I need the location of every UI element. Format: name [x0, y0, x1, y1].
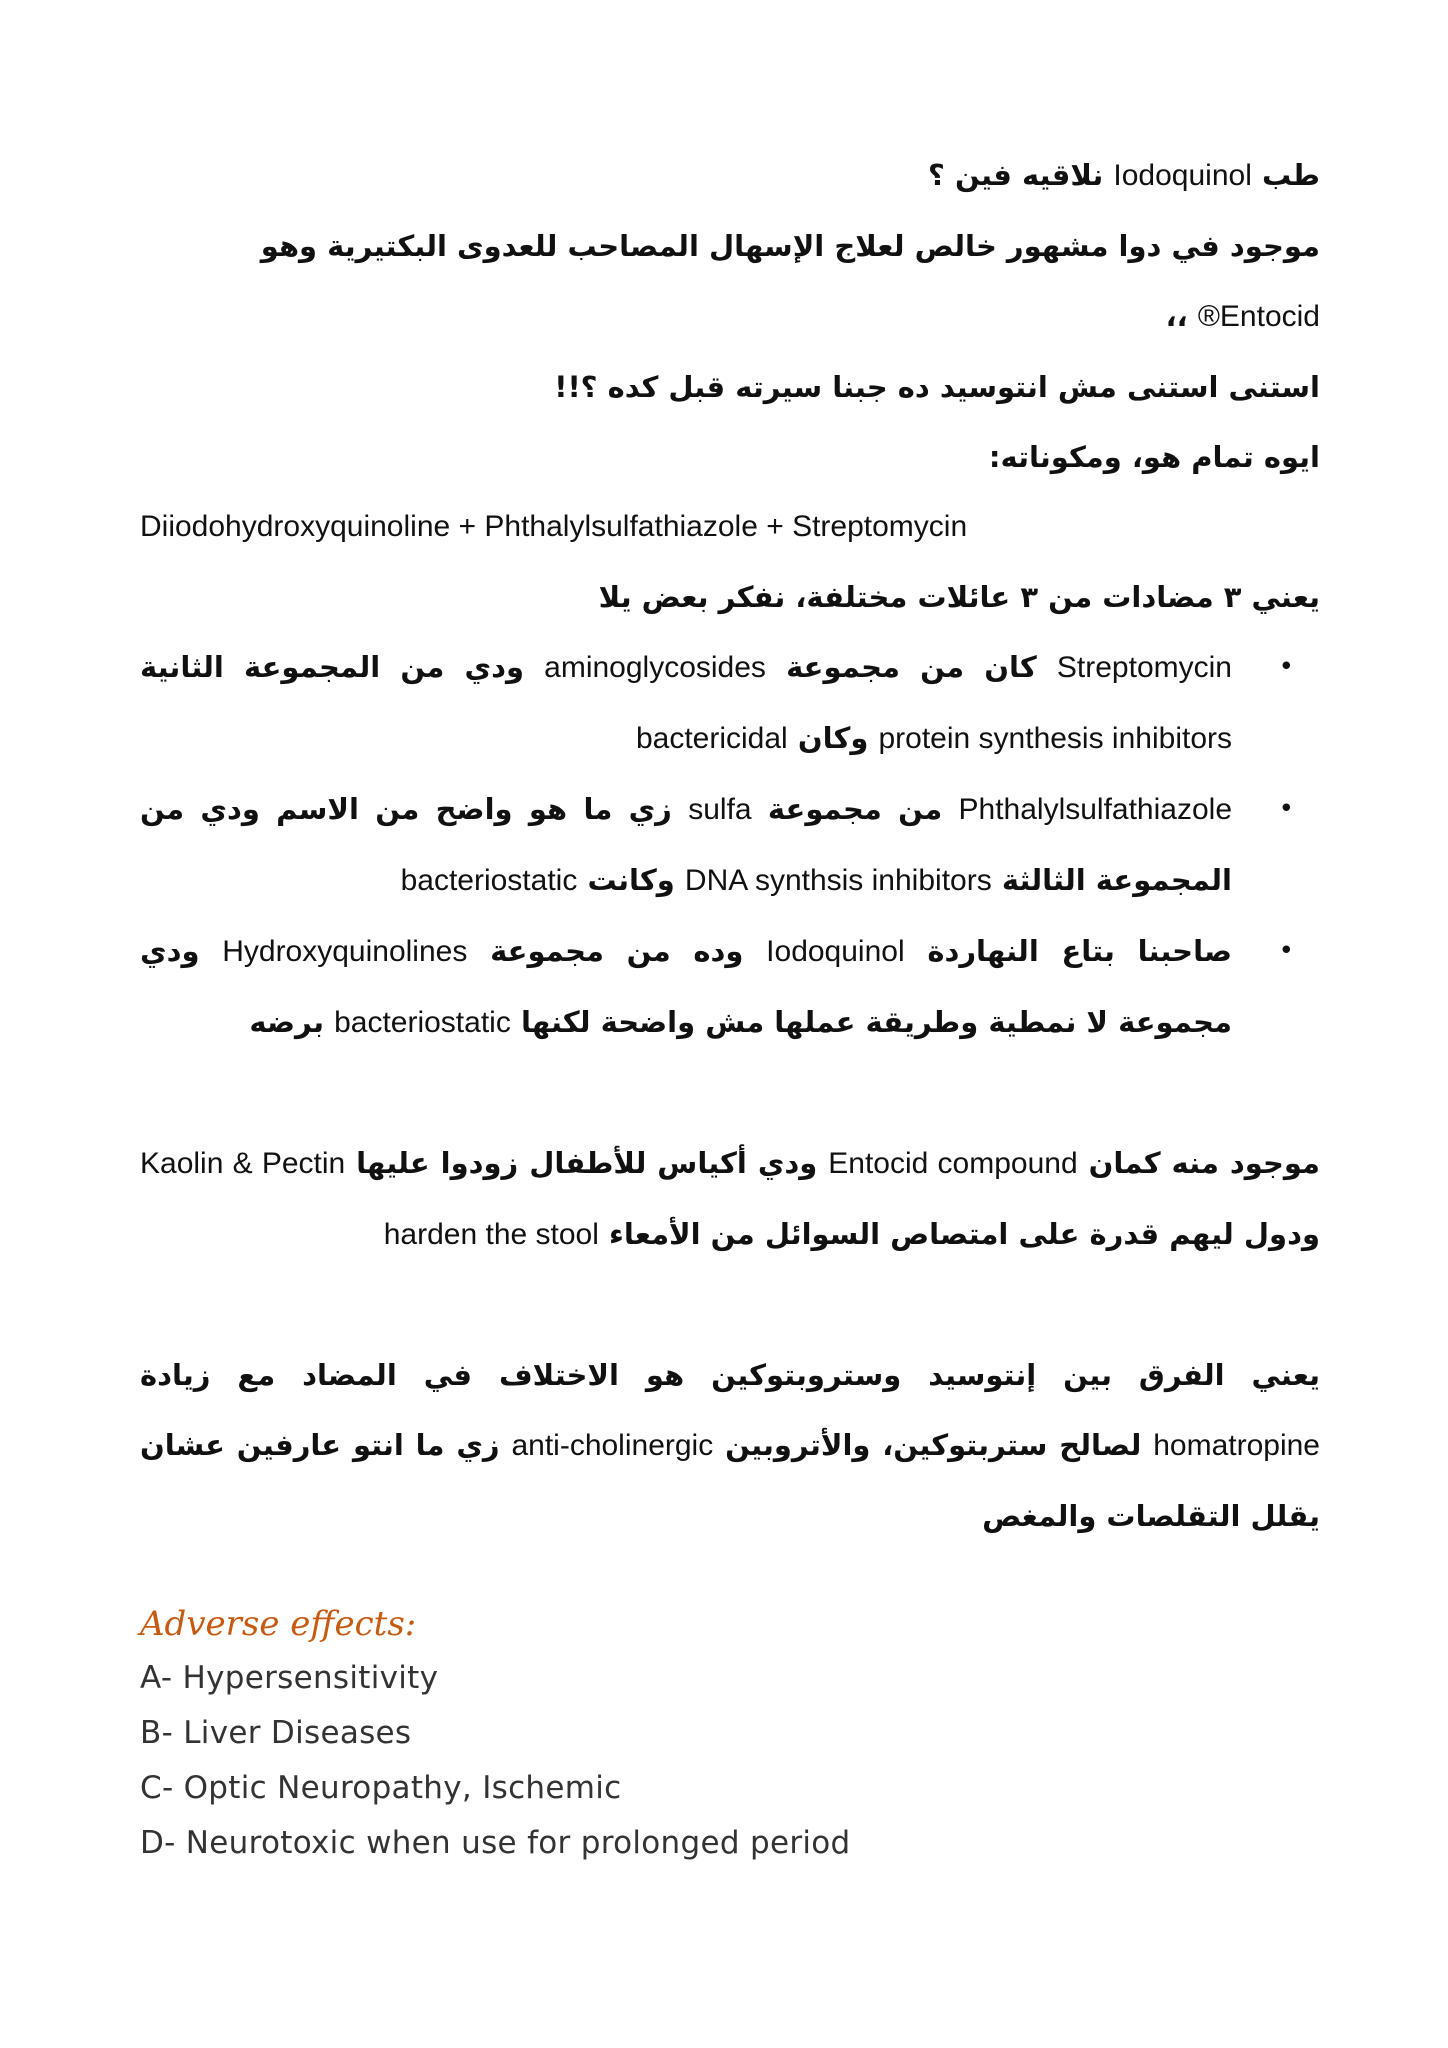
intro-three-antibiotics: يعني ٣ مضادات من ٣ عائلات مختلفة، نفكر بعض يلا — [598, 580, 1320, 614]
difference-paragraph: يعني الفرق بين إنتوسيد وستروبتوكين هو الاختلاف في المضاد مع زيادة homatropine لصالح ستربتوكين، والأتروبين anti-cholinergic زي ما انتو عارفين عشان يقلل التقلصات والمغص — [140, 1358, 1320, 1533]
intro-question-en: Iodoquinol — [1113, 159, 1252, 192]
intro-wait-line: استنى استنى مش انتوسيد ده جبنا سيرته قبل كده ؟!! — [554, 370, 1320, 404]
intro-question — [140, 140, 1320, 211]
intro-entocid-en: Entocid® — [1197, 300, 1320, 333]
components-formula: Diiodohydroxyquinoline + Phthalylsulfathiazole + Streptomycin — [140, 510, 968, 543]
kaolin-paragraph: موجود منه كمان Entocid compound ودي أكياس للأطفال زودوا عليها Kaolin & Pectin ودول ليهم قدرة على امتصاص السوائل من الأمعاء harden the stool — [140, 1146, 1320, 1251]
bullet-icon: • — [1278, 652, 1294, 682]
adverse-item-c: C- Optic Neuropathy, Ischemic — [140, 1770, 622, 1806]
intro-entocid-line — [140, 211, 1320, 352]
intro-entocid-ar1: موجود في دوا مشهور خالص لعلاج الإسهال المصاحب للعدوى البكتيرية وهو — [260, 229, 1320, 263]
spacer — [140, 1270, 1320, 1340]
adverse-effects-heading: Adverse effects: — [140, 1604, 417, 1644]
adverse-item-a: A- Hypersensitivity — [140, 1660, 439, 1696]
bullet-icon: • — [1278, 794, 1294, 824]
adverse-effects-section — [140, 1599, 1320, 1871]
intro-question-ar1: طب — [1261, 158, 1320, 192]
intro-components-label: ايوه تمام هو، ومكوناته: — [988, 440, 1320, 474]
intro-question-ar2: نلاقيه فين ؟ — [928, 158, 1104, 192]
list-item-phthalylsulfathiazole: • Phthalylsulfathiazole من مجموعة sulfa زي ما هو واضح من الاسم ودي من المجموعة الثالثة DNA synthsis inhibitors وكانت bacteriostatic — [140, 774, 1232, 916]
list-item-streptomycin: • Streptomycin كان من مجموعة aminoglycosides ودي من المجموعة الثانية protein synthesis inhibitors وكان bactericidal — [140, 632, 1232, 774]
document-page — [140, 140, 1320, 1871]
antibiotic-list — [140, 632, 1320, 1058]
spacer — [140, 1058, 1320, 1128]
intro-entocid-ar2: ،، — [1165, 299, 1188, 333]
adverse-item-d: D- Neurotoxic when use for prolonged period — [140, 1825, 851, 1861]
list-item-iodoquinol: • صاحبنا بتاع النهاردة Iodoquinol وده من مجموعة Hydroxyquinolines ودي مجموعة لا نمطية وطريقة عملها مش واضحة لكنها bacteriostatic برضه — [140, 916, 1232, 1058]
adverse-item-b: B- Liver Diseases — [140, 1715, 412, 1751]
bullet-icon: • — [1278, 936, 1294, 966]
